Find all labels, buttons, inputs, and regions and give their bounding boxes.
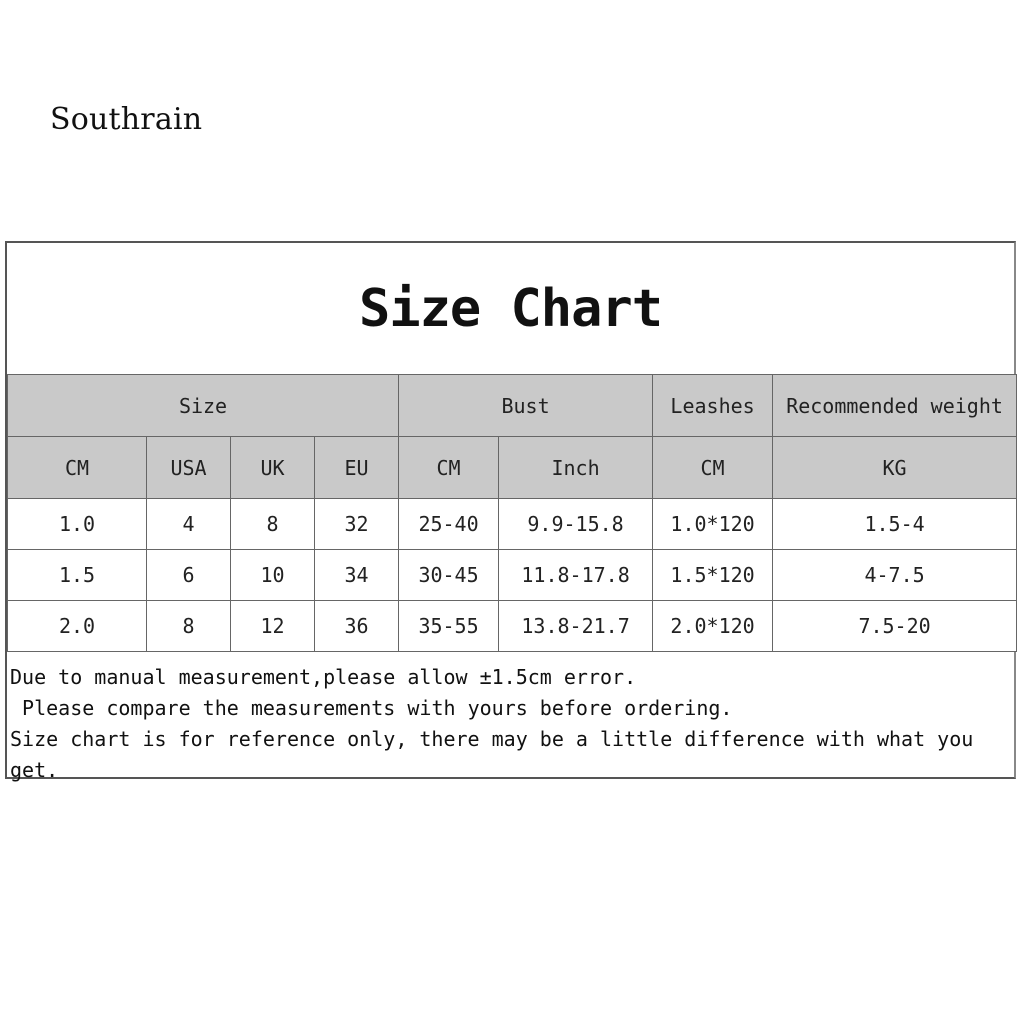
table-cell: 11.8-17.8 (499, 550, 653, 601)
table-cell: 36 (315, 601, 399, 652)
table-cell: 4 (147, 499, 231, 550)
unit-uk: UK (231, 437, 315, 499)
table-cell: 2.0*120 (653, 601, 773, 652)
table-cell: 32 (315, 499, 399, 550)
table-cell: 8 (231, 499, 315, 550)
table-cell: 8 (147, 601, 231, 652)
note-line: Size chart is for reference only, there may be a little difference with what you get. (10, 727, 986, 782)
table-cell: 30-45 (399, 550, 499, 601)
table-cell: 6 (147, 550, 231, 601)
brand-name: Southrain (50, 102, 203, 137)
table-cell: 7.5-20 (773, 601, 1017, 652)
chart-title: Size Chart (358, 278, 663, 339)
unit-usa: USA (147, 437, 231, 499)
group-header-row (8, 375, 1017, 437)
table-cell: 1.5 (8, 550, 147, 601)
size-table (7, 374, 1017, 652)
table-cell: 4-7.5 (773, 550, 1017, 601)
header-recommended-weight: Recommended weight (773, 375, 1017, 437)
unit-leashes-cm: CM (653, 437, 773, 499)
unit-bust-inch: Inch (499, 437, 653, 499)
table-row (8, 499, 1017, 550)
table-cell: 1.0*120 (653, 499, 773, 550)
size-chart (5, 241, 1016, 782)
unit-header-row (8, 437, 1017, 499)
note-line: Please compare the measurements with yours before ordering. (10, 696, 733, 720)
table-cell: 25-40 (399, 499, 499, 550)
unit-bust-cm: CM (399, 437, 499, 499)
unit-weight-kg: KG (773, 437, 1017, 499)
unit-size-cm: CM (8, 437, 147, 499)
table-cell: 12 (231, 601, 315, 652)
header-size: Size (8, 375, 399, 437)
table-cell: 2.0 (8, 601, 147, 652)
table-cell: 1.5*120 (653, 550, 773, 601)
table-cell: 9.9-15.8 (499, 499, 653, 550)
table-cell: 34 (315, 550, 399, 601)
table-cell: 13.8-21.7 (499, 601, 653, 652)
header-leashes: Leashes (653, 375, 773, 437)
header-bust: Bust (399, 375, 653, 437)
table-row (8, 601, 1017, 652)
table-cell: 10 (231, 550, 315, 601)
unit-eu: EU (315, 437, 399, 499)
table-row (8, 550, 1017, 601)
table-cell: 1.5-4 (773, 499, 1017, 550)
note-line: Due to manual measurement,please allow ±1.5cm error. (10, 665, 637, 689)
table-cell: 1.0 (8, 499, 147, 550)
table-cell: 35-55 (399, 601, 499, 652)
measurement-notes (7, 656, 1016, 786)
